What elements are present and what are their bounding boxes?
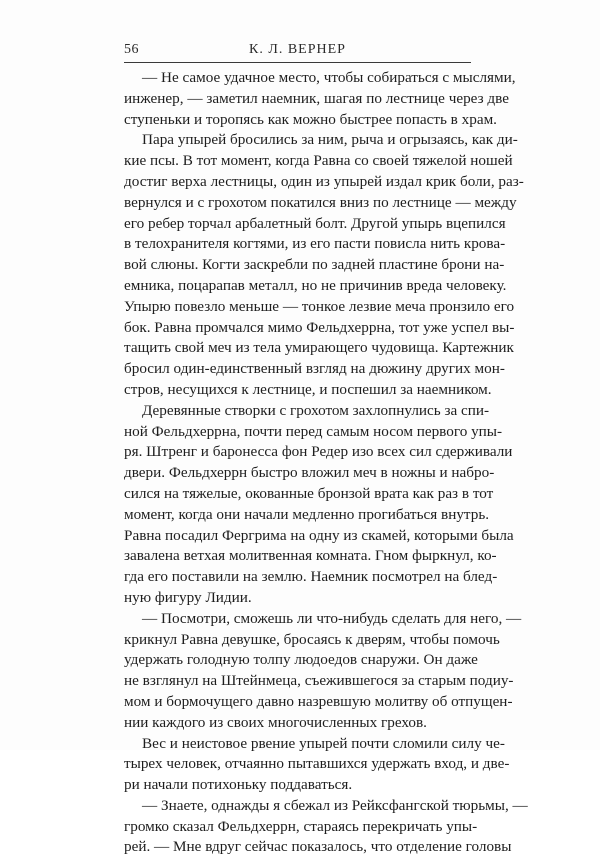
text-line: завалена ветхая молитвенная комната. Гном фыркнул, ко-	[124, 547, 497, 565]
text-line: двери. Фельдхеррн быстро вложил меч в ножны и набро-	[124, 464, 495, 482]
text-line: ри начали потихоньку поддаваться.	[124, 776, 353, 794]
body-text	[124, 68, 528, 858]
text-line: бросил один-единственный взгляд на дюжину других мон-	[124, 360, 505, 378]
text-line: бок. Равна промчался мимо Фельдхеррна, тот уже успел вы-	[124, 318, 515, 336]
text-line: Упырю повезло меньше — тонкое лезвие меча пронзило его	[124, 297, 515, 315]
text-line: нии каждого из своих многочисленных грехов.	[124, 713, 427, 731]
text-line: громко сказал Фельдхеррн, стараясь перекричать упы-	[124, 817, 478, 835]
text-line: ступеньки и торопясь как можно быстрее попасть в храм.	[124, 110, 497, 128]
running-head	[124, 42, 471, 62]
text-line: не взглянул на Штейнмеца, съежившегося за старым подиу-	[124, 672, 514, 690]
page-number: 56	[124, 42, 139, 57]
text-line: рей. — Мне вдруг сейчас показалось, что отделение головы	[124, 838, 512, 856]
text-line: — Посмотри, сможешь ли что-нибудь сделать для него, —	[142, 609, 522, 627]
text-line: ной Фельдхеррна, почти перед самым носом первого упы-	[124, 422, 503, 440]
text-line: — Знаете, однажды я сбежал из Рейксфангской тюрьмы, —	[142, 796, 528, 814]
text-line: сился на тяжелые, окованные бронзой врата как раз в тот	[124, 484, 494, 502]
text-line: гда его поставили на землю. Наемник посмотрел на блед-	[124, 568, 498, 586]
text-line: Равна посадил Фергрима на одну из скамей, которыми была	[124, 526, 514, 544]
text-line: тащить свой меч из тела умирающего чудовища. Картежник	[124, 339, 514, 357]
header-rule	[124, 62, 471, 63]
running-head-author: К. Л. ВЕРНЕР	[249, 42, 346, 57]
text-line: мом и бормочущего давно назревшую молитву об отпущен-	[124, 692, 513, 710]
text-line: достиг верха лестницы, один из упырей издал крик боли, раз-	[124, 172, 524, 190]
text-line: Вес и неистовое рвение упырей почти сломили силу че-	[142, 734, 505, 752]
text-line: удержать голодную толпу людоедов снаружи. Он даже	[124, 651, 478, 669]
text-line: кие псы. В тот момент, когда Равна со своей тяжелой ношей	[124, 152, 513, 170]
text-line: Пара упырей бросились за ним, рыча и огрызаясь, как ди-	[142, 131, 518, 149]
text-line: тырех человек, отчаянно пытавшихся удержать вход, и две-	[124, 755, 510, 773]
text-line: крикнул Равна девушке, бросаясь к дверям, чтобы помочь	[124, 630, 500, 648]
text-line: его ребер торчал арбалетный болт. Другой упырь вцепился	[124, 214, 506, 232]
text-line: вой слюны. Когти заскребли по задней пластине брони на-	[124, 256, 505, 274]
text-line: момент, когда они начали медленно прогибаться внутрь.	[124, 505, 490, 523]
text-line: — Не самое удачное место, чтобы собираться с мыслями,	[142, 69, 516, 86]
text-line: Деревянные створки с грохотом захлопнулись за спи-	[142, 401, 490, 419]
text-line: вернулся и с грохотом покатился вниз по лестнице — между	[124, 193, 517, 211]
text-line: инженер, — заметил наемник, шагая по лестнице через две	[124, 89, 509, 107]
text-line: ря. Штренг и баронесса фон Редер изо всех сил сдерживали	[124, 443, 513, 461]
text-line: емника, поцарапав металл, но не причинив вреда человеку.	[124, 276, 507, 294]
text-line: в телохранителя когтями, из его пасти повисла нить крова-	[124, 235, 506, 253]
text-line: ную фигуру Лидии.	[124, 588, 252, 606]
text-line: стров, несущихся к лестнице, и поспешил за наемником.	[124, 380, 492, 398]
